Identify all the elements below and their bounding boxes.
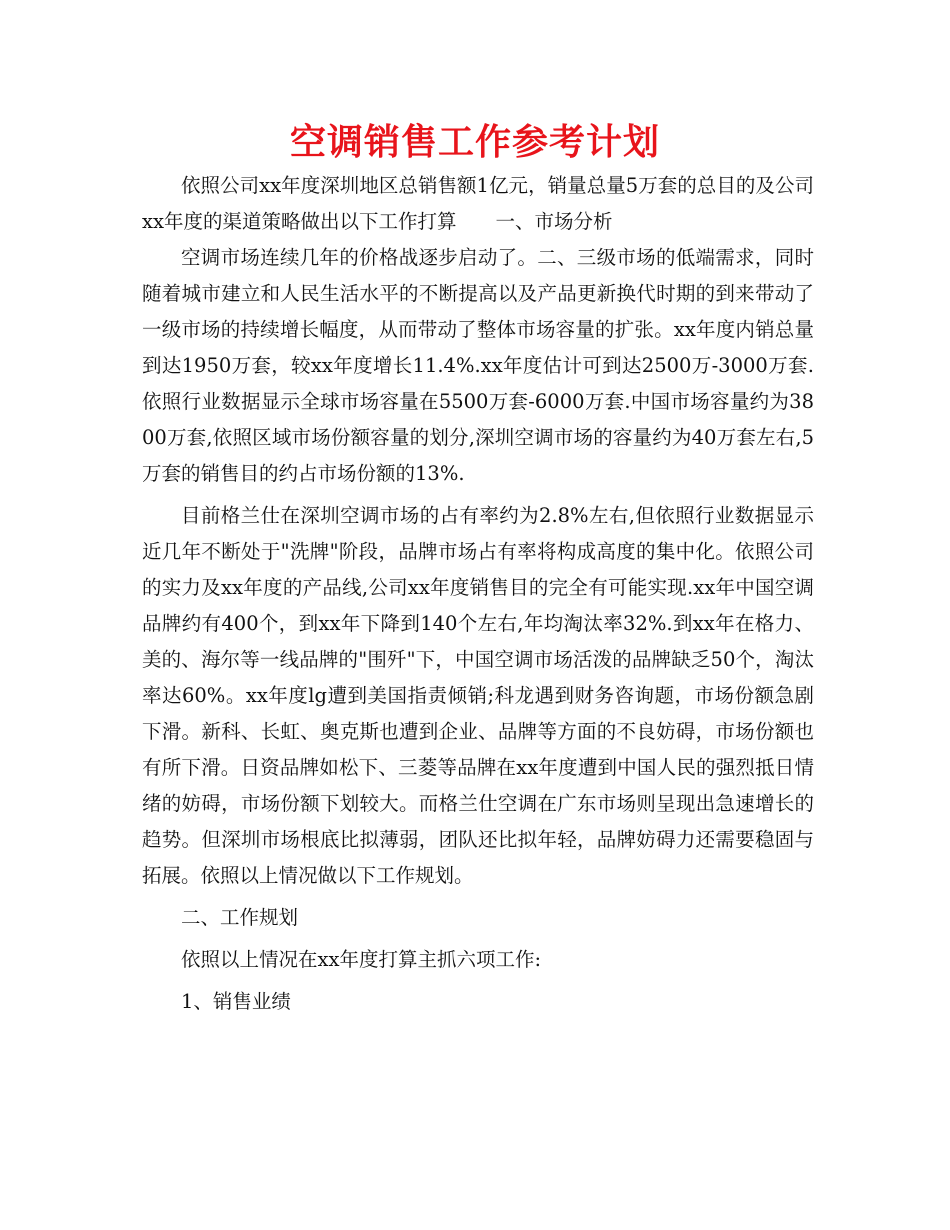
document-title: 空调销售工作参考计划	[289, 122, 660, 163]
section-heading-work-plan: 二、工作规划	[181, 906, 299, 929]
list-item-sales-performance: 1、销售业绩	[181, 990, 291, 1013]
document-body	[142, 168, 814, 1020]
paragraph-intro: 依照公司xx年度深圳地区总销售额1亿元，销量总量5万套的总目的及公司xx年度的渠道策略做出以下工作打算 一、市场分析	[142, 174, 814, 233]
paragraph-market-analysis: 空调市场连续几年的价格战逐步启动了。二、三级市场的低端需求，同时随着城市建立和人民生活水平的不断提高以及产品更新换代时期的到来带动了一级市场的持续增长幅度，从而带动了整体市场容量的扩张。xx年度内销总量到达1950万套，较xx年度增长11.4%.xx年度估计可到达2500万-3000万套.依照行业数据显示全球市场容量在5500万套-6000万套.中国市场容量约为3800万套,依照区域市场份额容量的划分,深圳空调市场的容量约为40万套左右,5万套的销售目的约占市场份额的13%.	[142, 246, 814, 485]
paragraph-six-tasks: 依照以上情况在xx年度打算主抓六项工作:	[181, 948, 542, 971]
paragraph-brand-situation: 目前格兰仕在深圳空调市场的占有率约为2.8%左右,但依照行业数据显示近几年不断处于"洗牌"阶段，品牌市场占有率将构成高度的集中化。依照公司的实力及xx年度的产品线,公司xx年度销售目的完全有可能实现.xx年中国空调品牌约有400个，到xx年下降到140个左右,年均淘汰率32%.到xx年在格力、美的、海尔等一线品牌的"围歼"下，中国空调市场活泼的品牌缺乏50个，淘汰率达60%。xx年度lg遭到美国指责倾销;科龙遇到财务咨询题，市场份额急剧下滑。新科、长虹、奥克斯也遭到企业、品牌等方面的不良妨碍，市场份额也有所下滑。日资品牌如松下、三菱等品牌在xx年度遭到中国人民的强烈抵日情绪的妨碍，市场份额下划较大。而格兰仕空调在广东市场则呈现出急速增长的趋势。但深圳市场根底比拟薄弱，团队还比拟年轻，品牌妨碍力还需要稳固与拓展。依照以上情况做以下工作规划。	[142, 504, 814, 887]
